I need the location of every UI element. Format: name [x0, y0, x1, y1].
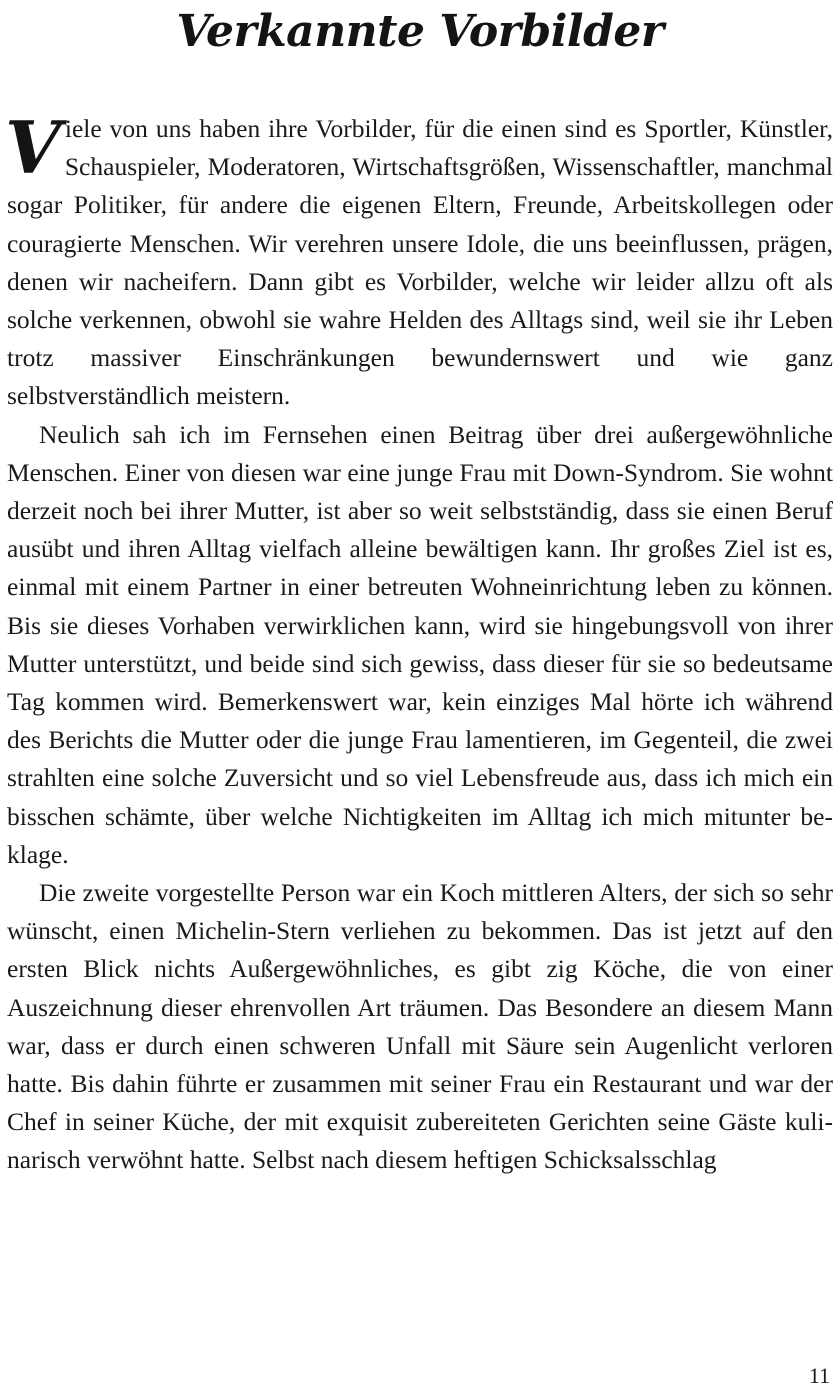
paragraph-3: Die zweite vorgestellte Person war ein Koch mittleren Alters, der sich so sehr wünscht, einen Michelin-Stern verliehen zu bekommen. Das ist jetzt auf den ersten Blick nichts Außergewöhnliches, es gibt zig Köche, die von einer Auszeichnung dieser ehrenvollen Art träumen. Das Besondere an diesem Mann war, dass er durch einen schweren Unfall mit Säure sein Augenlicht verloren hatte. Bis dahin führte er zusammen mit seiner Frau ein Restaurant und war der Chef in seiner Küche, der mit exquisit zubereiteten Gerichten seine Gäste kulinarisch verwöhnt hatte. Selbst nach diesem heftigen Schicksalsschlag [7, 878, 833, 1175]
paragraph-1 [5, 105, 833, 416]
page-title: Verkannte Vorbilder [176, 6, 664, 57]
page-number: 11 [808, 1363, 830, 1388]
paragraph-2: Neulich sah ich im Fernsehen einen Beitrag über drei außergewöhnliche Menschen. Einer von diesen war eine junge Frau mit Down-Syndrom. Sie wohnt derzeit noch bei ihrer Mutter, ist aber so weit selbstständig, dass sie einen Beruf ausübt und ihren Alltag vielfach alleine bewältigen kann. Ihr großes Ziel ist es, einmal mit einem Partner in einer betreuten Wohneinrichtung leben zu können. Bis sie dieses Vorhaben verwirklichen kann, wird sie hingebungsvoll von ihrer Mutter unterstützt, und beide sind sich gewiss, dass dieser für sie so bedeutsame Tag kommen wird. Bemerkenswert war, kein einziges Mal hörte ich während des Berichts die Mutter oder die junge Frau lamentieren, im Gegenteil, die zwei strahlten eine solche Zuversicht und so viel Lebensfreude aus, dass ich mich ein bisschen schämte, über welche Nichtigkeiten im Alltag ich mich mitunter beklage. [7, 419, 833, 869]
body-text [5, 105, 833, 1180]
drop-cap: V [5, 105, 61, 190]
paragraph-1-text: iele von uns haben ihre Vorbilder, für die einen sind es Sportler, Künstler, Schauspieler, Moderatoren, Wirtschaftsgrößen, Wissenschaftler, manchmal sogar Politiker, für andere die eigenen Eltern, Freunde, Arbeitskollegen oder couragierte Menschen. Wir verehren unsere Idole, die uns beeinflussen, prägen, denen wir nacheifern. Dann gibt es Vorbilder, welche wir leider allzu oft als solche verkennen, obwohl sie wahre Helden des Alltags sind, weil sie ihr Leben trotz massiver Einschränkungen bewundernswert und wie ganz selbstverständlich meistern. [7, 114, 833, 411]
